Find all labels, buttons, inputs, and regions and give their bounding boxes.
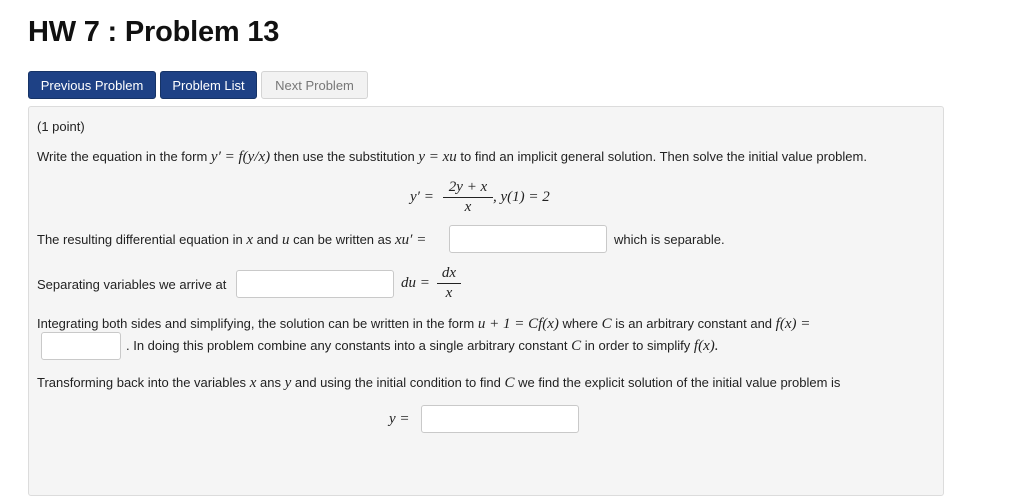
q2-answer-input[interactable] [236, 270, 394, 298]
q3-c-var: C [601, 316, 612, 332]
q3-fx-math-2: f(x). [693, 338, 719, 354]
equation-numerator: 2y + x [448, 179, 488, 195]
q2-fraction-bar [437, 283, 461, 284]
q3-form-math: u + 1 = Cf(x) [477, 316, 559, 332]
intro-part-3: to find an implicit general solution. Then solve the initial value problem. [460, 149, 867, 164]
page-title: HW 7 : Problem 13 [28, 16, 280, 48]
initial-condition: , y(1) = 2 [493, 189, 550, 205]
q4-c-var: C [504, 375, 515, 391]
previous-problem-button[interactable]: Previous Problem [28, 71, 156, 99]
q2-du-math: du = [401, 275, 430, 291]
q4-x-var: x [249, 375, 257, 391]
equation-fraction-bar [443, 197, 493, 198]
q4-ans: ans [259, 375, 281, 390]
q3-fx-math: f(x) = [775, 316, 811, 332]
problem-panel [28, 106, 944, 496]
q2-prompt: Separating variables we arrive at [37, 277, 227, 292]
problem-list-button[interactable]: Problem List [160, 71, 257, 99]
intro-part-1: Write the equation in the form [37, 149, 208, 164]
q4-answer-input[interactable] [421, 405, 579, 433]
points-label: (1 point) [37, 119, 85, 134]
q1-lhs-math: xu′ = [395, 232, 427, 248]
q3-note [126, 338, 718, 355]
q1-answer-input[interactable] [449, 225, 607, 253]
q4-text-3: we find the explicit solution of the initial value problem is [518, 375, 841, 390]
q3-text-2: is an arbitrary constant and [615, 316, 773, 331]
q3-text-3: . In doing this problem combine any constants into a single arbitrary constant [126, 338, 568, 353]
q4-text-2: and using the initial condition to find [294, 375, 501, 390]
q3-text-4: in order to simplify [584, 338, 691, 353]
q2-fraction [437, 265, 461, 302]
intro-text [37, 149, 867, 166]
q3-prompt [37, 316, 810, 333]
q1-text-1: The resulting differential equation in [37, 232, 243, 247]
intro-substitution-math: y = xu [418, 149, 457, 165]
q4-text-1: Transforming back into the variables [37, 375, 247, 390]
intro-form-math: y′ = f(y/x) [210, 149, 271, 165]
q2-denominator: x [445, 285, 453, 301]
equation-fraction [443, 179, 493, 216]
q2-numerator: dx [441, 265, 457, 281]
q3-answer-input[interactable] [41, 332, 121, 360]
q1-after-text: which is separable. [614, 232, 725, 247]
q4-lhs-math: y = [389, 411, 410, 427]
q3-c-var-2: C [571, 338, 582, 354]
equation-denominator: x [464, 199, 472, 215]
problem-nav [28, 71, 368, 99]
q4-prompt [37, 375, 840, 392]
q1-u-var: u [281, 232, 290, 248]
intro-part-2: then use the substitution [273, 149, 415, 164]
q1-and: and [256, 232, 279, 247]
q1-prompt [37, 232, 426, 249]
q3-text-1: Integrating both sides and simplifying, the solution can be written in the form [37, 316, 475, 331]
equation-lhs: y′ = [410, 189, 434, 205]
q1-text-2: can be written as [293, 232, 392, 247]
q1-x-var: x [246, 232, 254, 248]
q4-y-var: y [284, 375, 292, 391]
q3-where: where [562, 316, 598, 331]
next-problem-button: Next Problem [261, 71, 368, 99]
